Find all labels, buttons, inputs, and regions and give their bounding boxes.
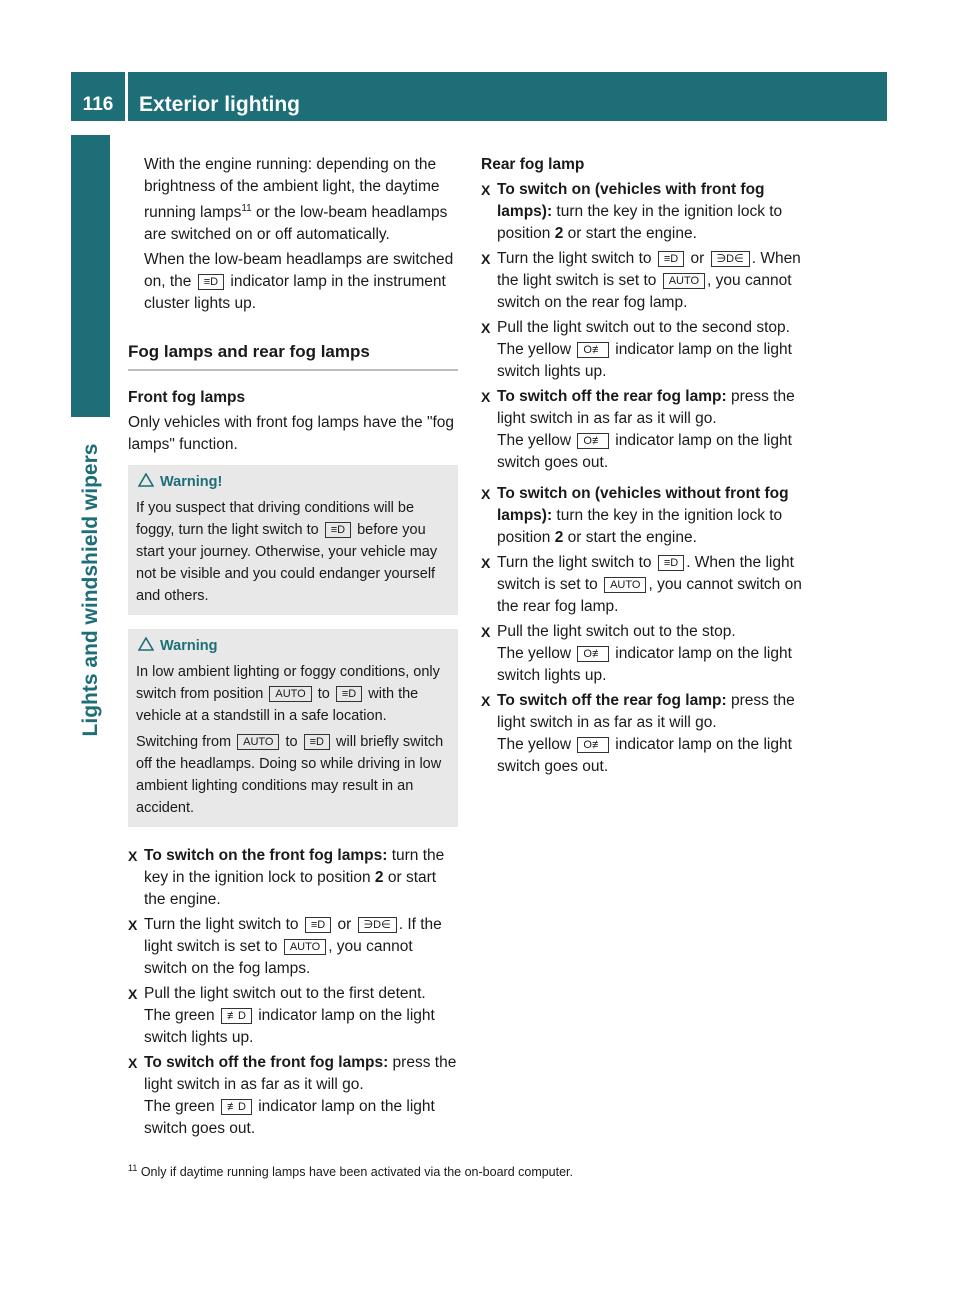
front-fog-heading: Front fog lamps xyxy=(128,389,246,407)
auto-icon: AUTO xyxy=(604,577,646,593)
step-rear-on-with-front: X To switch on (vehicles with front fog lamps): turn the key in the ignition lock to position 2 or start the engine. xyxy=(481,181,783,242)
right-column xyxy=(481,154,813,778)
page-header xyxy=(71,72,887,121)
step-rear-off-1: X To switch off the rear fog lamp: press the light switch in as far as it will go. The yellow O≢ indicator lamp on the light switch goes out. xyxy=(481,388,795,471)
lowbeam-icon: ≡D xyxy=(325,522,351,538)
warning-text-2b: Switching from AUTO to ≡D will briefly switch off the headlamps. Doing so while driving in low ambient lighting conditions may result in an accident. xyxy=(136,734,444,817)
step-front-switch: X Turn the light switch to ≡D or ∋D∈ . If the light switch is set to AUTO , you cannot switch on the fog lamps. xyxy=(128,916,442,978)
auto-icon: AUTO xyxy=(269,686,311,702)
front-fog-icon: ≢D xyxy=(221,1099,252,1115)
step-rear-switch-2: X Turn the light switch to ≡D . When the light switch is set to AUTO , you cannot switch on the rear fog lamp. xyxy=(481,554,802,615)
page-number: 116 xyxy=(82,94,114,115)
warning-text-2a: In low ambient lighting or foggy conditions, only switch from position AUTO to ≡D with the vehicle at a standstill in a safe location. xyxy=(136,664,440,725)
chapter-label: Lights and windshield wipers xyxy=(78,443,102,737)
auto-icon: AUTO xyxy=(663,273,705,289)
warning-text-1: If you suspect that driving conditions will be foggy, turn the light switch to ≡D before you start your journey. Otherwise, your vehicle may not be visible and you could endanger yourself and others. xyxy=(136,500,438,605)
warning-triangle-icon xyxy=(138,637,154,651)
lowbeam-icon: ≡D xyxy=(658,555,684,571)
parking-lamp-icon: ∋D∈ xyxy=(711,251,750,267)
step-rear-on-without-front: X To switch on (vehicles without front fog lamps): turn the key in the ignition lock to position 2 or start the engine. xyxy=(481,485,789,546)
section-title: Fog lamps and rear fog lamps xyxy=(128,341,458,371)
step-rear-off-2: X To switch off the rear fog lamp: press the light switch in as far as it will go. The yellow O≢ indicator lamp on the light switch goes out. xyxy=(481,692,795,775)
lowbeam-icon: ≡D xyxy=(658,251,684,267)
step-front-pull: X Pull the light switch out to the first detent. The green ≢D indicator lamp on the light switch lights up. xyxy=(128,985,435,1047)
lowbeam-icon: ≡D xyxy=(305,917,331,933)
step-rear-pull-2: X Pull the light switch out to the stop. The yellow O≢ indicator lamp on the light switch lights up. xyxy=(481,623,792,684)
warning-box-1 xyxy=(128,465,458,615)
rear-fog-heading: Rear fog lamp xyxy=(481,156,585,173)
lowbeam-icon: ≡D xyxy=(304,734,330,750)
step-rear-switch-1: X Turn the light switch to ≡D or ∋D∈ . When the light switch is set to AUTO , you cannot switch on the rear fog lamp. xyxy=(481,250,801,311)
page-title: Exterior lighting xyxy=(139,93,301,116)
warning-title-1: Warning! xyxy=(136,471,450,493)
chapter-tab xyxy=(71,135,110,417)
front-fog-text: Only vehicles with front fog lamps have the "fog lamps" function. xyxy=(128,414,454,454)
lowbeam-icon: ≡D xyxy=(336,686,362,702)
rear-fog-icon: O≢ xyxy=(577,342,609,358)
rear-fog-icon: O≢ xyxy=(577,646,609,662)
warning-title-2: Warning xyxy=(136,635,450,657)
warning-box-2 xyxy=(128,629,458,827)
parking-lamp-icon: ∋D∈ xyxy=(358,917,397,933)
rear-fog-icon: O≢ xyxy=(577,737,609,753)
left-column xyxy=(128,154,458,1140)
front-fog-icon: ≢D xyxy=(221,1008,252,1024)
header-divider xyxy=(125,72,128,121)
intro-paragraph-2: When the low-beam headlamps are switched on, the ≡D indicator lamp in the instrument cluster lights up. xyxy=(144,251,454,313)
rear-fog-icon: O≢ xyxy=(577,433,609,449)
auto-icon: AUTO xyxy=(284,939,326,955)
auto-icon: AUTO xyxy=(237,734,279,750)
lowbeam-icon: ≡D xyxy=(198,274,224,290)
intro-paragraph-1: With the engine running: depending on the brightness of the ambient light, the daytime running lamps$^{11}$ or the low-beam headlamps are switched on or off automatically. xyxy=(144,156,448,244)
step-rear-pull-1: X Pull the light switch out to the second stop. The yellow O≢ indicator lamp on the light switch lights up. xyxy=(481,319,792,380)
footnote: $^{11}$ Only if daytime running lamps have been activated via the on-board computer. xyxy=(128,1163,574,1180)
step-front-on: X To switch on the front fog lamps: turn the key in the ignition lock to position 2 or start the engine. xyxy=(128,847,445,909)
warning-triangle-icon xyxy=(138,473,154,487)
step-front-off: X To switch off the front fog lamps: press the light switch in as far as it will go. The green ≢D indicator lamp on the light switch goes out. xyxy=(128,1054,457,1138)
